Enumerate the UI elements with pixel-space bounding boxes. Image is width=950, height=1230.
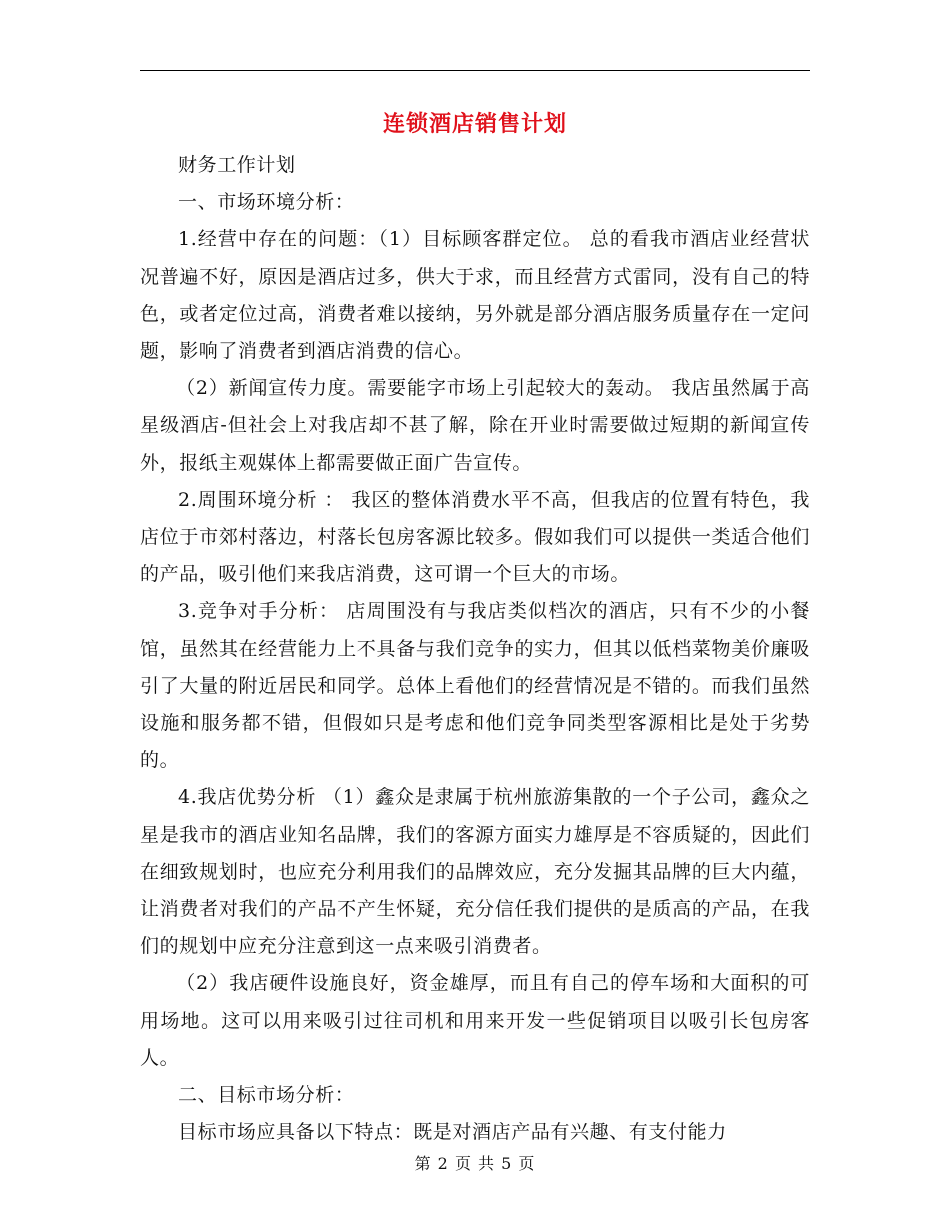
paragraph-operating-problems: 1.经营中存在的问题：（1）目标顾客群定位。 总的看我市酒店业经营状况普遍不好，原因是酒店过多，供大于求，而且经营方式雷同，没有自己的特色，或者定位过高，消费者难以接纳，另外就是部分酒店服务质量存在一定问题，影响了消费者到酒店消费的信心。 <box>140 228 810 363</box>
document-title: 连锁酒店销售计划 <box>382 112 567 137</box>
paragraph-target-market: 目标市场应具备以下特点：既是对酒店产品有兴趣、有支付能力 <box>178 1121 727 1144</box>
paragraph-financial-plan: 财务工作计划 <box>178 154 296 176</box>
heading-market-environment: 一、市场环境分析： <box>178 191 355 214</box>
paragraph-competitors: 3.竞争对手分析： 店周围没有与我店类似档次的酒店，只有不少的小餐馆，虽然其在经营能力上不具备与我们竞争的实力，但其以低档菜物美价廉吸引了大量的附近居民和同学。总体上看他们的经营情况是不错的。而我们虽然设施和服务都不错，但假如只是考虑和他们竞争同类型客源相比是处于劣势的。 <box>140 600 810 772</box>
page-number: 第 2 页 共 5 页 <box>414 1154 536 1173</box>
paragraph-advantages: 4.我店优势分析 （1）鑫众是隶属于杭州旅游集散的一个子公司，鑫众之星是我市的酒店业知名品牌，我们的客源方面实力雄厚是不容质疑的，因此们在细致规划时，也应充分利用我们的品牌效应，充分发掘其品牌的巨大内蕴，让消费者对我们的产品不产生怀疑，充分信任我们提供的是质高的产品，在我们的规划中应充分注意到这一点来吸引消费者。 <box>140 786 810 958</box>
header-rule <box>140 70 810 71</box>
document-body <box>140 147 810 1151</box>
paragraph-surroundings: 2.周围环境分析 ： 我区的整体消费水平不高，但我店的位置有特色，我店位于市郊村落边，村落长包房客源比较多。假如我们可以提供一类适合他们的产品，吸引他们来我店消费，这可谓一个巨大的市场。 <box>140 488 810 586</box>
heading-target-market: 二、目标市场分析： <box>178 1084 355 1107</box>
paragraph-hardware: （2）我店硬件设施良好，资金雄厚，而且有自己的停车场和大面积的可用场地。这可以用来吸引过往司机和用来开发一些促销项目以吸引长包房客人。 <box>140 972 810 1069</box>
paragraph-news-publicity: （2）新闻宣传力度。需要能字市场上引起较大的轰动。 我店虽然属于高星级酒店-但社会上对我店却不甚了解，除在开业时需要做过短期的新闻宣传外，报纸主观媒体上都需要做正面广告宣传。 <box>140 377 810 474</box>
